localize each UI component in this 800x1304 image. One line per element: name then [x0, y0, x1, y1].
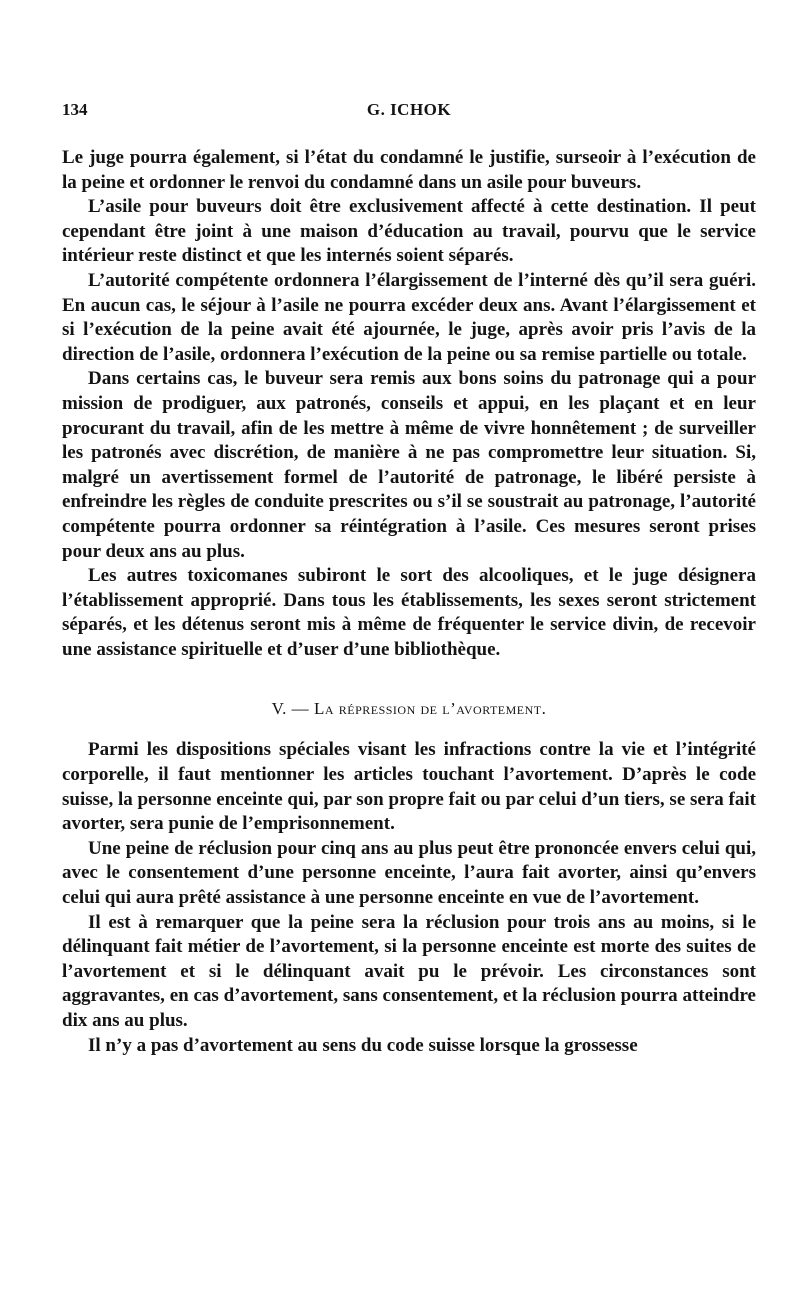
- paragraph-dispositions: Parmi les dispositions spéciales visant les infractions contre la vie et l’intégrité corporelle, il faut mentionner les articles touchant l’avortement. D’après le code suisse, la personne enceinte qui, par son propre fait ou par celui d’un tiers, se sera fait avorter, sera punie de l’emprisonnement.: [62, 739, 756, 835]
- paragraph-reclusion: Une peine de réclusion pour cinq ans au plus peut être prononcée envers celui qui, avec le consentement d’une personne enceinte, l’aura fait avorter, ainsi qu’envers celui qui aura prêté assistance à une personne enceinte en vue de l’avortement.: [62, 837, 756, 909]
- section-title: La répression de l’avortement.: [313, 699, 547, 719]
- paragraph-elargissement: L’autorité compétente ordonnera l’élargissement de l’interné dès qu’il sera guéri. En aucun cas, le séjour à l’asile ne pourra excéder deux ans. Avant l’élargissement et si l’exécution de la peine avait été ajournée, le juge, après avoir pris l’avis de la direction de l’asile, ordonnera l’exécution de la peine ou sa remise partielle ou totale.: [62, 269, 756, 365]
- section-heading: [62, 699, 756, 719]
- paragraph-patronage: Dans certains cas, le buveur sera remis aux bons soins du patronage qui a pour mission de prodiguer, aux patronés, conseils et appui, en les plaçant et en leur procurant du travail, afin de les mettre à même de vivre honnêtement ; de surveiller les patronés avec discrétion, de manière à ne pas compromettre leur situation. Si, malgré un avertissement formel de l’autorité de patronage, le libéré persiste à enfreindre les règles de conduite prescrites ou s’il se soustrait au patronage, l’autorité compétente pourra ordonner sa réintégration à l’asile. Ces mesures seront prises pour deux ans au plus.: [62, 368, 756, 562]
- page-number: 134: [62, 100, 88, 119]
- page-header: [62, 100, 756, 128]
- paragraph-circonstances: Il est à remarquer que la peine sera la réclusion pour trois ans au moins, si le délinquant fait métier de l’avortement, si la personne enceinte est morte des suites de l’avortement et si le délinquant avait pu le prévoir. Les circonstances sont aggravantes, en cas d’avortement, sans consentement, et la réclusion pourra atteindre dix ans au plus.: [62, 911, 756, 1031]
- paragraph-grossesse: Il n’y a pas d’avortement au sens du code suisse lorsque la grossesse: [88, 1034, 638, 1056]
- section-body: [62, 738, 756, 1058]
- paragraph-sursis: Le juge pourra également, si l’état du condamné le justifie, surseoir à l’exécution de la peine et ordonner le renvoi du condamné dans un asile pour buveurs.: [62, 147, 756, 193]
- book-page: [62, 100, 756, 1058]
- running-head: G. ICHOK: [366, 100, 452, 119]
- section-number: V. —: [271, 699, 310, 719]
- paragraph-toxicomanes: Les autres toxicomanes subiront le sort des alcooliques, et le juge désignera l’établissement approprié. Dans tous les établissements, les sexes seront strictement séparés, et les détenus seront mis à même de fréquenter le service divin, de recevoir une assistance spirituelle et d’user d’une bibliothèque.: [62, 565, 756, 660]
- paragraph-asile: L’asile pour buveurs doit être exclusivement affecté à cette destination. Il peut cependant être joint à une maison d’éducation au travail, pourvu que le service intérieur reste distinct et que les internés soient séparés.: [62, 196, 756, 267]
